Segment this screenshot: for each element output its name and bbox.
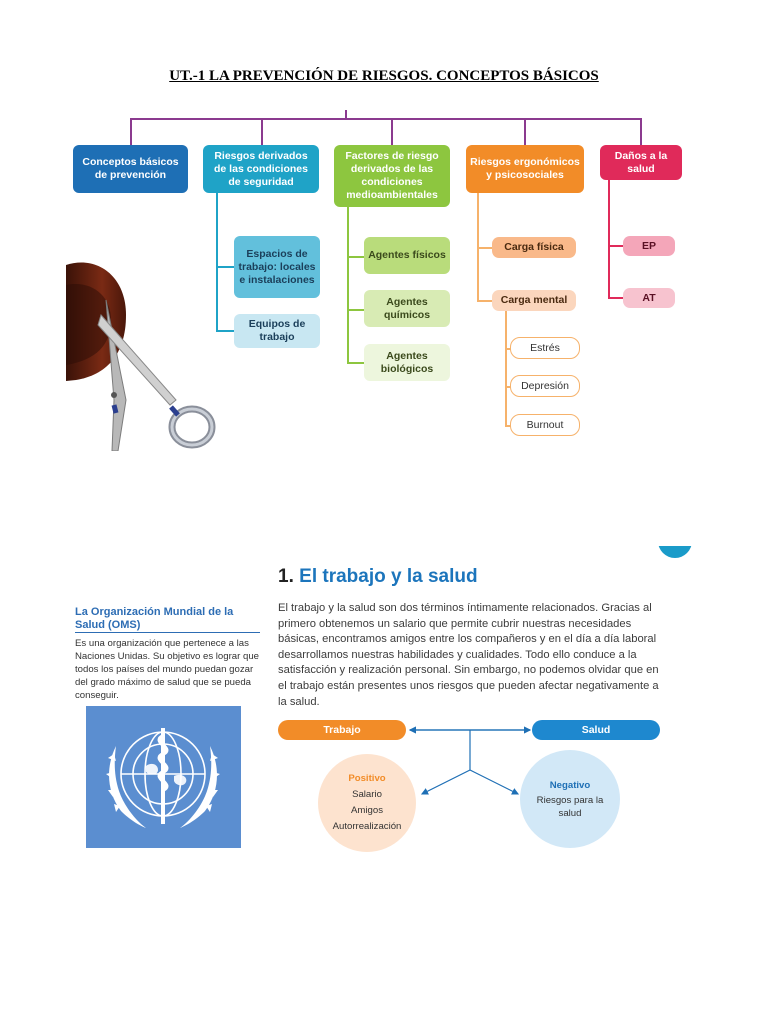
salud-pill: Salud xyxy=(532,720,660,740)
box-depresion: Depresión xyxy=(510,375,580,397)
trabajo-pill: Trabajo xyxy=(278,720,406,740)
box-ep: EP xyxy=(623,236,675,256)
section-heading xyxy=(278,566,478,588)
box-agentes-biologicos: Agentes biológicos xyxy=(364,344,450,381)
box-carga-fisica: Carga física xyxy=(492,237,576,258)
box-burnout: Burnout xyxy=(510,414,580,436)
concept-box-ergonomicos: Riesgos ergonómicos y psicosociales xyxy=(466,145,584,193)
box-at: AT xyxy=(623,288,675,308)
who-emblem-image xyxy=(86,706,241,848)
corner-decoration xyxy=(658,546,692,560)
box-agentes-quimicos: Agentes químicos xyxy=(364,290,450,327)
concept-box-basicos: Conceptos básicos de prevención xyxy=(73,145,188,193)
positive-circle xyxy=(318,754,416,852)
body-paragraph: El trabajo y la salud son dos términos íntimamente relacionados. Gracias al primero obtenemos un salario que permite cubrir nuestras necesidades básicas, encontramos amigos entre los compañeros y en el día a día laboral desarrollamos nuestras habilidades y cualidades. Todo ello conduce a la satisfacción y realización personal. Sin embargo, no podemos olvidar que en el trabajo están presentes unos riesgos que pueden afectar negativamente a la salud. xyxy=(278,602,659,708)
negative-title: Negativo xyxy=(549,780,591,791)
concept-box-seguridad: Riesgos derivados de las condiciones de seguridad xyxy=(203,145,319,193)
negative-circle xyxy=(520,750,620,848)
concept-box-danos: Daños a la salud xyxy=(600,145,682,180)
box-carga-mental: Carga mental xyxy=(492,290,576,311)
scissors-hair-image xyxy=(66,255,216,451)
positive-item-amigos: Amigos xyxy=(351,805,383,816)
box-espacios-trabajo: Espacios de trabajo: locales e instalaciones xyxy=(234,236,320,298)
positive-item-autorrealizacion: Autorrealización xyxy=(332,821,402,832)
document-title: UT.-1 LA PREVENCIÓN DE RIESGOS. CONCEPTOS BÁSICOS xyxy=(169,68,599,84)
oms-title: La Organización Mundial de la Salud (OMS) xyxy=(75,606,234,631)
oms-text: Es una organización que pertenece a las Naciones Unidas. Su objetivo es lograr que todos los países del mundo puedan gozar del grado máximo de salud que se pueda conseguir. xyxy=(75,638,259,701)
heading-number: 1. xyxy=(278,566,294,587)
box-agentes-fisicos: Agentes físicos xyxy=(364,237,450,274)
positive-item-salario: Salario xyxy=(352,789,382,800)
concept-box-medioambientales: Factores de riesgo derivados de las condiciones medioambientales xyxy=(334,145,450,207)
negative-text: Riesgos para la salud xyxy=(536,795,604,819)
oms-divider xyxy=(75,632,260,633)
positive-title: Positivo xyxy=(348,773,386,784)
box-estres: Estrés xyxy=(510,337,580,359)
arrows-diagram xyxy=(406,722,534,802)
box-equipos-trabajo: Equipos de trabajo xyxy=(234,314,320,348)
heading-text: El trabajo y la salud xyxy=(299,566,478,587)
